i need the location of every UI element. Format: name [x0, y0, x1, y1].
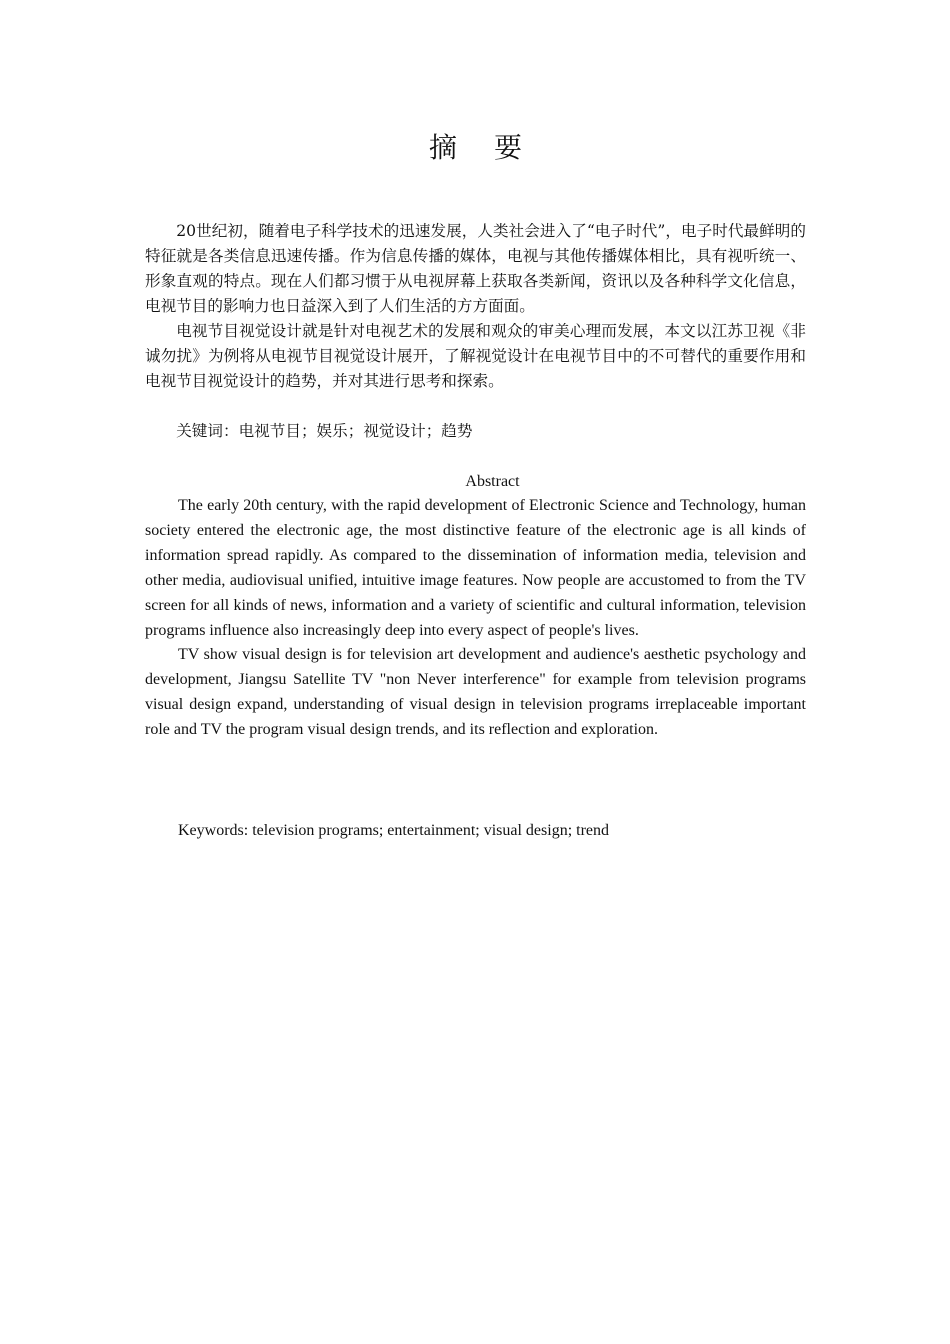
chinese-keywords — [145, 419, 806, 444]
chinese-abstract-title: 摘 要 — [429, 131, 536, 164]
english-keywords — [145, 818, 806, 843]
chinese-keywords-label: 关键词： — [176, 422, 239, 440]
chinese-abstract-paragraph-2: 电视节目视觉设计就是针对电视艺术的发展和观众的审美心理而发展，本文以江苏卫视《非诚勿扰》为例将从电视节目视觉设计展开，了解视觉设计在电视节目中的不可替代的重要作用和电视节目视觉设计的趋势，并对其进行思考和探索。 — [145, 322, 806, 390]
english-abstract-paragraph-1: The early 20th century, with the rapid development of Electronic Science and Technology, human society entered the electronic age, the most distinctive feature of the electronic age is all kinds of information spread rapidly. As compared to the dissemination of information media, television and other media, audiovisual unified, intuitive image features. Now people are accustomed to from the TV screen for all kinds of news, information and a variety of scientific and cultural information, television programs influence also increasingly deep into every aspect of people's lives. — [145, 497, 806, 639]
english-abstract-paragraph-2: TV show visual design is for television art development and audience's aesthetic psychology and development, Jiangsu Satellite TV "non Never interference" for example from television programs visual design expand, understanding of visual design in television programs irreplaceable important role and TV the program visual design trends, and its reflection and exploration. — [145, 646, 806, 739]
chinese-keywords-list: 电视节目；娱乐；视觉设计；趋势 — [238, 422, 473, 440]
english-abstract-title: Abstract — [465, 473, 520, 490]
english-keywords-list: television programs; entertainment; visual design; trend — [252, 822, 610, 839]
english-abstract-body — [145, 494, 806, 743]
chinese-abstract-body — [145, 219, 806, 394]
english-keywords-label: Keywords: — [178, 822, 253, 839]
chinese-abstract-paragraph-1: 20世纪初，随着电子科学技术的迅速发展，人类社会进入了“电子时代”，电子时代最鲜明的特征就是各类信息迅速传播。作为信息传播的媒体，电视与其他传播媒体相比，具有视听统一、形象直观的特点。现在人们都习惯于从电视屏幕上获取各类新闻，资讯以及各种科学文化信息，电视节目的影响力也日益深入到了人们生活的方方面面。 — [145, 222, 806, 315]
